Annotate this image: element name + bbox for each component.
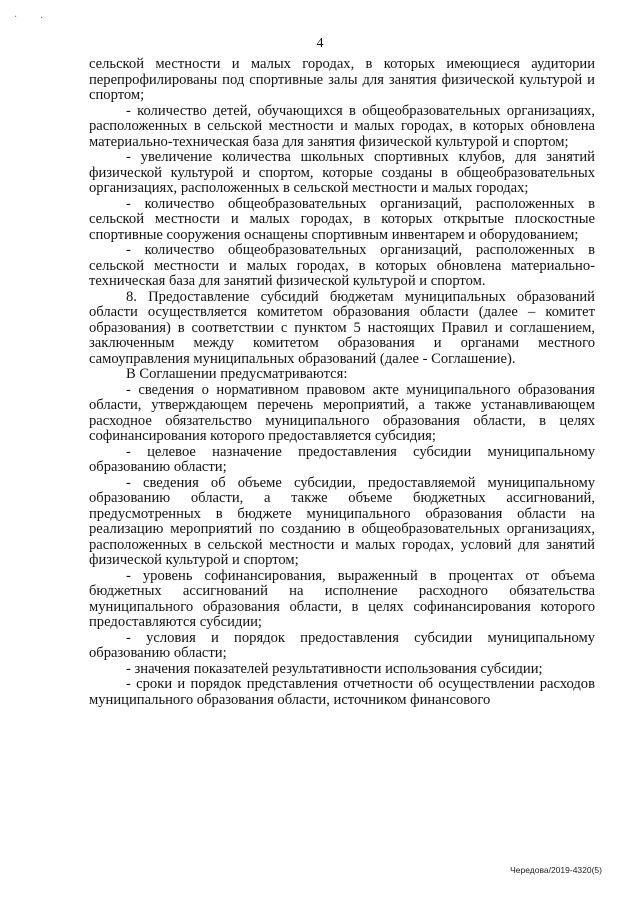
paragraph: - целевое назначение предоставления субсидии муниципальному образованию области; [89,443,595,475]
page-number: 4 [316,36,324,51]
paragraph: - условия и порядок предоставления субсидии муниципальному образованию области; [89,629,595,661]
paragraph: - сведения о нормативном правовом акте муниципального образования области, утверждающем перечень мероприятий, а также устанавливающем расходное обязательство муниципального образования области, в целях софинансирования которого предоставляется субсидия; [89,381,595,444]
paragraph: - сроки и порядок представления отчетности об осуществлении расходов муниципального образования области, источником финансового [89,676,595,708]
scan-artifact: · [40,13,44,24]
paragraph: - уровень софинансирования, выраженный в процентах от объема бюджетных ассигнований на исполнение расходного обязательства муниципального образования области, в целях софинансирования которого предоставляются субсидии; [89,567,595,630]
scan-artifact: · [14,12,18,23]
paragraph: сельской местности и малых городах, в которых имеющиеся аудитории перепрофилированы под спортивные залы для занятия физической культурой и спортом; [89,56,595,103]
paragraph: - значения показателей результативности использования субсидии; [126,660,543,677]
paragraph: - увеличение количества школьных спортивных клубов, для занятий физической культурой и спортом, которые созданы в общеобразовательных организациях, расположенных в сельской местности и малых городах; [89,149,595,196]
paragraph: - сведения об объеме субсидии, предоставляемой муниципальному образованию области, а также объеме бюджетных ассигнований, предусмотренных в бюджете муниципального образования области на реализацию мероприятий по созданию в общеобразовательных организациях, расположенных в сельской местности и малых городах, условий для занятий физической культурой и спортом; [89,474,595,568]
document-body [89,57,595,708]
paragraph: - количество общеобразовательных организаций, расположенных в сельской местности и малых городах, в которых обновлена материально-техническая база для занятий физической культурой и спортом. [89,242,595,289]
paragraph: - количество детей, обучающихся в общеобразовательных организациях, расположенных в сельской местности и малых городах, в которых обновлена материально-техническая база для занятия физической культурой и спортом; [89,102,595,150]
document-footer-code: Чередова/2019-4320(5) [510,865,602,875]
paragraph: В Соглашении предусматриваются: [126,366,348,382]
paragraph: 8. Предоставление субсидий бюджетам муниципальных образований области осуществляется комитетом образования области (далее – комитет образования) в соответствии с пунктом 5 настоящих Правил и соглашением, заключенным между комитетом образования и органами местного самоуправления муниципальных образований (далее - Соглашение). [89,288,595,367]
paragraph: - количество общеобразовательных организаций, расположенных в сельской местности и малых городах, в которых открытые плоскостные спортивные сооружения оснащены спортивным инвентарем и оборудованием; [89,195,595,243]
